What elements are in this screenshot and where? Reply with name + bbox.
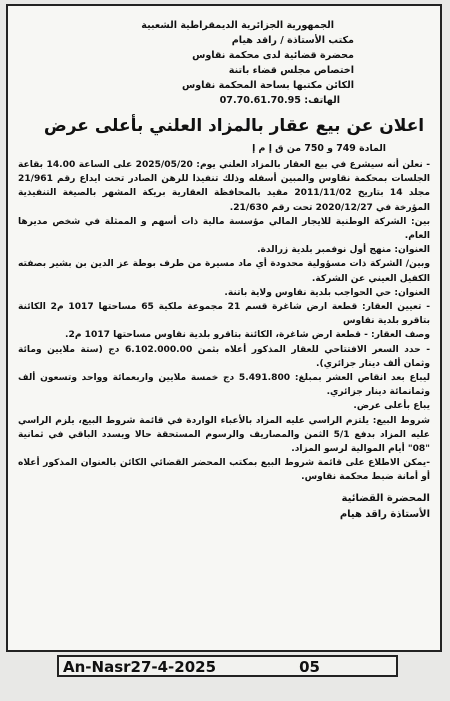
paragraph-property-designation: - تعيين العقار: قطعة ارض شاغرة قسم 21 مجموعة ملكية 65 مساحتها 1017 م2 الكائنة بتاقرو بلدية نقاوس xyxy=(18,302,430,327)
paragraph-opening-price: - حدد السعر الافتتاحي للعقار المذكور أعلاه بثمن 6.102.000.00 دج (ستة ملايين ومائة وثمان ألف دينار جزائري). xyxy=(18,344,430,369)
signature-role: المحضرة القضائية xyxy=(341,492,430,504)
announcement-title: اعلان عن بيع عقار بالمزاد العلني بأعلى عرض xyxy=(43,116,425,136)
newspaper-footer xyxy=(57,655,398,677)
paragraph-debtor: وبين/ الشركة ذات مسؤولية محدودة أي ماد مسيرة من طرف بوطة عز الدين بن بشير بصفته الكفيل العيني عن الشركة. xyxy=(18,259,430,284)
header-address: الكائن مكتبها بساحة المحكمة نقاوس xyxy=(181,80,354,91)
legal-reference: المادة 749 و 750 من ق إ م إ xyxy=(252,143,386,154)
paragraph-reduced-price: ليباع بعد انقاص العشر بمبلغ: 5.491.800 دج خمسة ملايين واربعمائة وواحد وتسعون ألف وثمانمائة دينار جزائري. xyxy=(18,373,430,398)
header-court: محضرة قضائية لدى محكمة نقاوس xyxy=(192,50,354,61)
header-jurisdiction: اختصاص مجلس قضاء باتنة xyxy=(228,65,354,76)
newspaper-date: An-Nasr27-4-2025 xyxy=(63,658,217,676)
paragraph-sale-conditions: شروط البيع: يلتزم الراسي عليه المزاد بالأعباء الواردة في قائمة شروط البيع، يلزم الراسي عليه المزاد بدفع 5/1 الثمن والمصاريف والرسوم المستحقة حالا ويسدد الباقي في ثمانية "08" أيام الموالية لرسو المزاد. xyxy=(18,415,430,455)
paragraph-creditor: بين: الشركة الوطنية للايجار المالي مؤسسة مالية ذات أسهم و الممثلة في شخص مديرها العام. xyxy=(18,216,430,242)
announcement-content xyxy=(18,18,430,523)
paragraph-debtor-address: العنوان: حي الحواجب بلدية نقاوس ولاية باتنة. xyxy=(224,287,430,298)
header-office: مكتب الأستاذة / راقد هيام xyxy=(231,35,354,46)
paragraph-sale-notice: - نعلن أنه سيشرع في بيع العقار بالمزاد العلني يوم: 2025/05/20 على الساعة 14.00 بقاعة الجلسات بمحكمة نقاوس والمبين أسفله وذلك تنفيذا للرهن الصادر تحت ايداع رقم 21/961 مجلد 14 بتاريخ 2011/11/02 مقيد بالمحافظة العقارية بريكة المشهر بالصيغة التنفيذية المؤرخة في 2020/12/27 تحت رقم 21/630. xyxy=(18,160,430,213)
header-republic: الجمهورية الجزائرية الديمقراطية الشعبية xyxy=(141,20,334,31)
paragraph-consultation: -يمكن الاطلاع على قائمة شروط البيع بمكتب المحضر القضائي الكائن بالعنوان المذكور أعلاه أو أمانة ضبط محكمة نقاوس. xyxy=(18,458,430,483)
signature-name: الأستاذة راقد هيام xyxy=(339,508,430,520)
paragraph-property-description: وصف العقار: - قطعة ارض شاغرة، الكائنة بتاقرو بلدية نقاوس مساحتها 1017 م2. xyxy=(65,330,430,341)
paragraph-highest-bid: يباع بأعلى عرض. xyxy=(353,401,430,412)
header-phone: الهاتف: 07.70.61.70.95 xyxy=(219,95,340,106)
announcement-frame xyxy=(6,4,442,652)
paragraph-creditor-address: العنوان: منهج أول نوفمبر بلدية زرالدة. xyxy=(257,245,430,256)
page-number: 05 xyxy=(299,658,320,676)
